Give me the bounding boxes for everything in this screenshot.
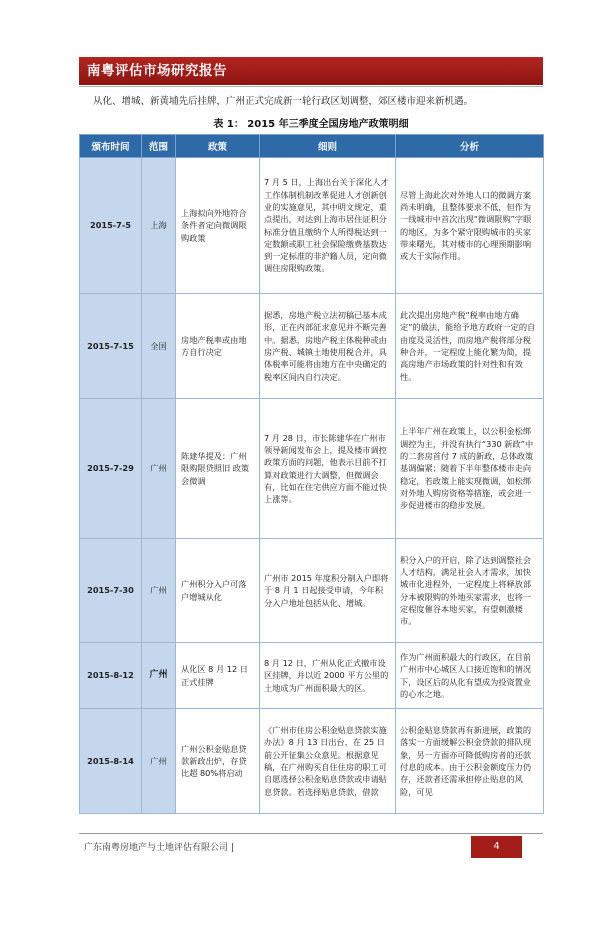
row-detail: 7 月 5 日，上海出台关于深化人才工作体制机制改革促进人才创新创业的实施意见，其中明文规定，重点提出，对达到上海市居住证积分标准分值且缴纳个人所得税达到一定数额或职工社会保险缴费基数达到一定标准的非沪籍人员，定向微调住房限购政策。	[264, 177, 389, 274]
row-area: 广州	[142, 709, 176, 814]
row-date: 2015-8-14	[80, 709, 142, 814]
column-header-analysis: 分析	[396, 135, 544, 158]
page-number: 4	[471, 836, 522, 858]
row-analysis: 上半年广州在政策上，以公积金松绑调控为主，并没有执行“330 新政”中的二套房首付 7 成的新政，总体政策基调偏紧；随着下半年整体楼市走向稳定，若政策上能实现微调，如松绑对外地人购房资格等措施，或会进一步促进楼市的稳步发展。	[400, 426, 534, 511]
row-analysis: 积分入户的开启，除了达到调整社会人才结构，满足社会人才需求，加快城市化进程外，一定程度上将释放部分本被限购的外地买家需求，也将一定程度催谷本地买家，有望刺激楼市。	[400, 554, 532, 627]
row-analysis: 作为广州面积最大的行政区，在目前广州市中心城区人口接近饱和的情况下，设区后的从化有望成为投资置业的心水之地。	[400, 651, 532, 699]
row-analysis: 尽管上海此次对外地人口的微调方案尚未明确，且整体要求不低，但作为一线城市中首次出现“微调限购”字眼的地区，为多个紧守限购城市的买家带来曙光，其对楼市的心理预期影响或大于实际作用。	[400, 189, 532, 262]
table-row	[80, 643, 544, 709]
row-detail: 《广州市住房公积金贴息贷款实施办法》8 月 13 日出台，在 25 日前公开征集公众意见。根据意见稿，在广州购买自住住房的职工可自愿选择公积金贴息贷款或申请贴息贷款。若选择贴息贷款，借款	[264, 725, 387, 797]
column-header-area: 范围	[142, 135, 176, 158]
row-analysis: 公积金贴息贷款再有新进展，政策的落实一方面缓解公积金贷款的排队现象，另一方面亦可降低购房者的还款付息的成本。由于公积金额度压力仍存，还款者还需承担停止贴息的风险，可见	[400, 725, 532, 797]
row-area: 广州	[142, 643, 176, 709]
row-analysis: 此次提出房地产税“税率由地方确定”的做法，能给予地方政府一定的自由度及灵活性，而房地产税将部分税种合并，一定程度上能化繁为简，提高房地产市场政策的针对性和有效性。	[400, 310, 536, 382]
footer-divider	[79, 833, 543, 834]
row-date: 2015-7-29	[80, 399, 142, 539]
row-area: 广州	[142, 399, 176, 539]
row-detail: 据悉，房地产税立法初稿已基本成形，正在内部征求意见并不断完善中。据悉，房地产税主体税种或由房产税、城镇土地使用税合并，具体税率可能将由地方在中央确定的税率区间内自行决定。	[264, 310, 387, 382]
row-date: 2015-8-12	[80, 643, 142, 709]
table-row	[80, 158, 544, 294]
policy-table	[79, 134, 544, 814]
row-policy: 房地产税率或由地方自行决定	[181, 334, 247, 357]
row-detail: 广州市 2015 年度积分制入户即将于 8 月 1 日起接受申请，今年积分入户地址包括从化、增城。	[264, 573, 389, 608]
intro-paragraph: 从化、增城、新黄埔先后挂牌，广州正式完成新一轮行政区划调整，郊区楼市迎来新机遇。	[93, 96, 474, 107]
column-header-detail: 细则	[260, 135, 396, 158]
row-date: 2015-7-30	[80, 539, 142, 643]
column-header-date: 颁布时间	[80, 135, 142, 158]
row-policy: 上海拟向外地符合条件者定向微调限购政策	[181, 208, 247, 243]
table-row	[80, 399, 544, 539]
row-detail: 8 月 12 日，广州从化正式撤市设区挂牌，并以近 2000 平方公里的土地成为广州面积最大的区。	[264, 658, 389, 693]
row-date: 2015-7-15	[80, 294, 142, 399]
table-header-row	[80, 135, 544, 158]
table-row	[80, 294, 544, 399]
row-area: 全国	[142, 294, 176, 399]
footer-company-name: 广东南粤房地产与土地评估有限公司 |	[84, 843, 234, 853]
row-detail: 7 月 28 日，市长陈建华在广州市领导新闻发布会上，提及楼市调控政策方面的问题，他表示目前不打算对政策进行大调整，但微调会有，比如在住宅供应方面不能过快上涨等。	[264, 432, 387, 505]
row-date: 2015-7-5	[80, 158, 142, 294]
row-area: 广州	[142, 539, 176, 643]
table-row	[80, 709, 544, 814]
report-header-title: 南粤评估市场研究报告	[79, 57, 543, 85]
row-policy: 从化区 8 月 12 日正式挂牌	[181, 664, 248, 687]
row-policy: 广州积分入户可落户增城从化	[181, 579, 247, 602]
table-caption: 表 1： 2015 年三季度全国房地产政策明细	[213, 119, 409, 130]
row-policy: 陈建华提及：广州限购限贷照旧 政策会微调	[181, 451, 250, 486]
row-policy: 广州公积金贴息贷款新政出炉，存贷比超 80%将启动	[181, 743, 247, 779]
row-area: 上海	[142, 158, 176, 294]
table-row	[80, 539, 544, 643]
column-header-policy: 政策	[176, 135, 260, 158]
header-divider	[79, 86, 543, 87]
